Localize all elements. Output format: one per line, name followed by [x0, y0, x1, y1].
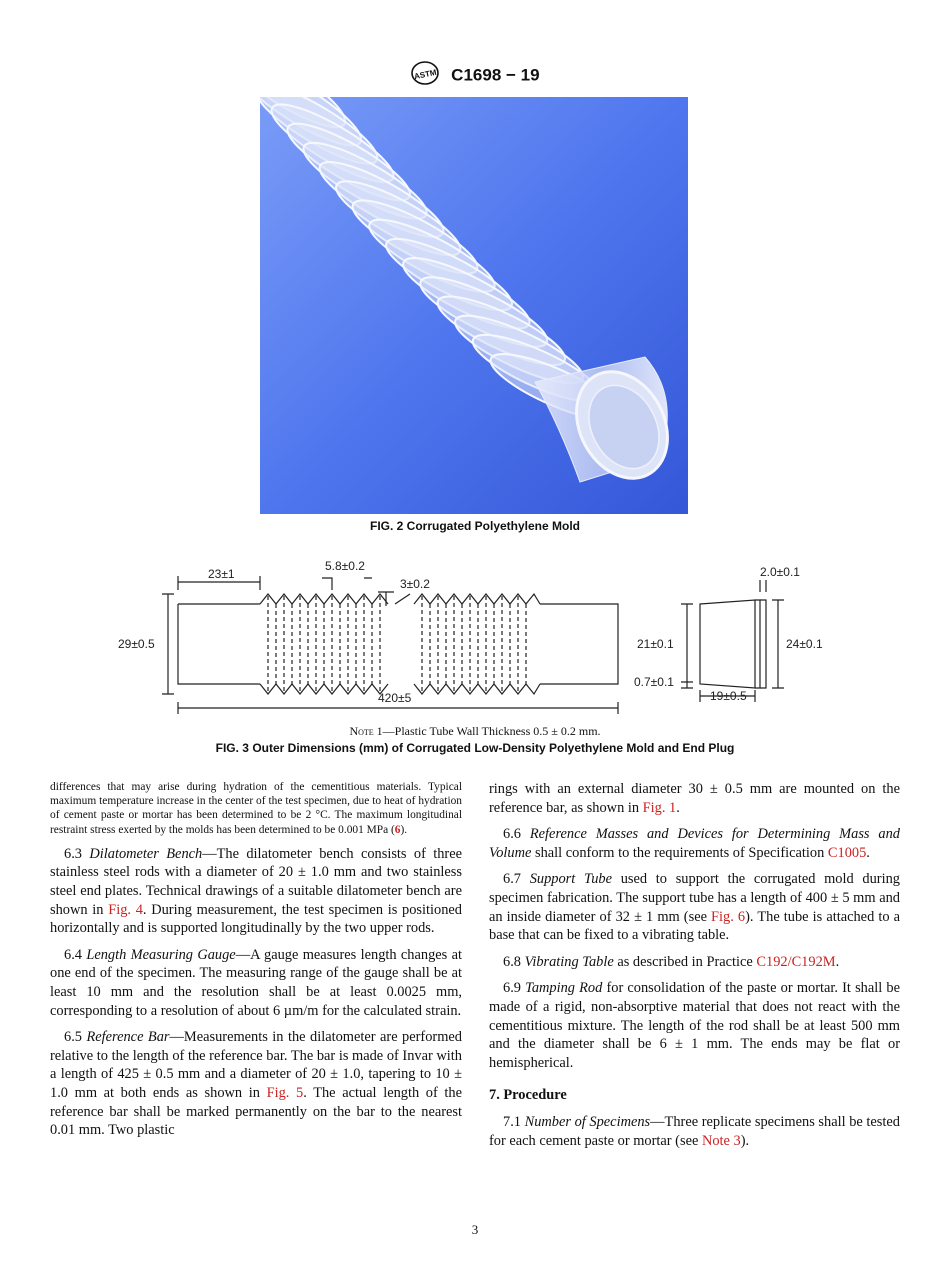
reference-link[interactable]: 6 [394, 823, 401, 836]
dim-24: 24±0.1 [786, 637, 823, 651]
paragraph-continuation: rings with an external diameter 30 ± 0.5 mm are mounted on the reference bar, as shown in Fig. 1. [489, 781, 900, 816]
dim-21: 21±0.1 [637, 637, 674, 651]
fig1-link[interactable]: Fig. 1 [642, 799, 677, 816]
section-6-5: 6.5 Reference Bar—Measurements in the dilatometer are performed relative to the length of the reference bar. The bar is made of Invar with a length of 425 ± 0.5 mm and a diameter of 20 ± 1.0, tapering to 10 ± 1.0 mm at both ends as shown in Fig. 5. The actual length of the reference bar shall be marked permanently on the bar to the nearest 0.01 mm. Two plastic [50, 1029, 463, 1139]
dim-23: 23±1 [208, 567, 235, 581]
dim-420: 420±5 [378, 691, 412, 705]
section-7-1: 7.1 Number of Specimens—Three replicate specimens shall be tested for each cement paste or mortar (see Note 3). [489, 1113, 900, 1149]
svg-text:ASTM: ASTM [413, 67, 438, 82]
right-column [489, 780, 900, 1158]
fig5-link[interactable]: Fig. 5 [266, 1084, 304, 1101]
c1005-link[interactable]: C1005 [827, 844, 867, 861]
fig4-link[interactable]: Fig. 4 [108, 901, 143, 918]
standard-designation: C1698 − 19 [451, 65, 540, 85]
fig3-note: Note 1—Plastic Tube Wall Thickness 0.5 ± 0.2 mm. [349, 724, 601, 738]
note3-link[interactable]: Note 3 [701, 1132, 741, 1149]
dim-29: 29±0.5 [118, 637, 155, 651]
section-6-6: 6.6 Reference Masses and Devices for Determining Mass and Volume shall conform to the requirements of Specification C1005. [489, 826, 900, 861]
dim-2-0: 2.0±0.1 [760, 565, 800, 579]
section-6-3: 6.3 Dilatometer Bench—The dilatometer bench consists of three stainless steel rods with a diameter of 20 ± 1.0 mm and two stainless steel end plates. Technical drawings of a suitable dilatometer bench are shown in Fig. 4. During measurement, the test specimen is positioned horizontally and is supported longitudinally by the two upper rods. [50, 845, 462, 937]
section-6-9: 6.9 Tamping Rod for consolidation of the paste or mortar. It shall be made of a rigid, non-absorptive material that does not react with the cementitious mixture. The length of the rod shall be at least 500 mm and the diameter shall be 6 ± 1 mm. The ends may be flat or hemispherical. [489, 980, 900, 1071]
page-header [0, 60, 950, 91]
fig3-dimension-drawing [110, 556, 830, 718]
dim-5-8: 5.8±0.2 [325, 559, 365, 573]
left-column [50, 780, 462, 1148]
corrugated-mold-photo [260, 97, 688, 514]
fig2-caption: FIG. 2 Corrugated Polyethylene Mold [369, 519, 581, 533]
dim-3: 3±0.2 [400, 577, 430, 591]
section-7-heading: 7. Procedure [489, 1087, 567, 1104]
dim-19: 19±0.5 [710, 689, 747, 703]
page-number: 3 [471, 1222, 479, 1237]
fig3-caption: FIG. 3 Outer Dimensions (mm) of Corrugated Low-Density Polyethylene Mold and End Plug [215, 741, 735, 755]
c192-link[interactable]: C192/C192M [756, 953, 836, 970]
dim-0-7: 0.7±0.1 [634, 675, 674, 689]
section-6-7: 6.7 Support Tube used to support the corrugated mold during specimen fabrication. The support tube has a length of 400 ± 5 mm and an inside diameter of 32 ± 1 mm (see Fig. 6). The tube is attached to a base that can be fixed to a vibrating table. [489, 871, 900, 944]
paragraph-note-continuation: differences that may arise during hydration of the cementitious materials. Typical maximum temperature increase in the center of the test specimen, due to heat of hydration of cement paste or mortar has been determined to be 2 °C. The maximum longitudinal restraint stress exerted by the molds has been determined to be 0.001 MPa (6). [50, 781, 462, 836]
fig6-link[interactable]: Fig. 6 [711, 908, 746, 925]
section-6-8: 6.8 Vibrating Table as described in Practice C192/C192M. [503, 953, 840, 970]
astm-logo-icon [410, 60, 440, 91]
section-6-4: 6.4 Length Measuring Gauge—A gauge measures length changes at one end of the specimen. The measuring range of the gauge shall be at least 10 mm and the resolution shall be at least 0.0025 mm, corresponding to a resolution of about 6 µm/m for the calculated strain. [50, 946, 462, 1019]
